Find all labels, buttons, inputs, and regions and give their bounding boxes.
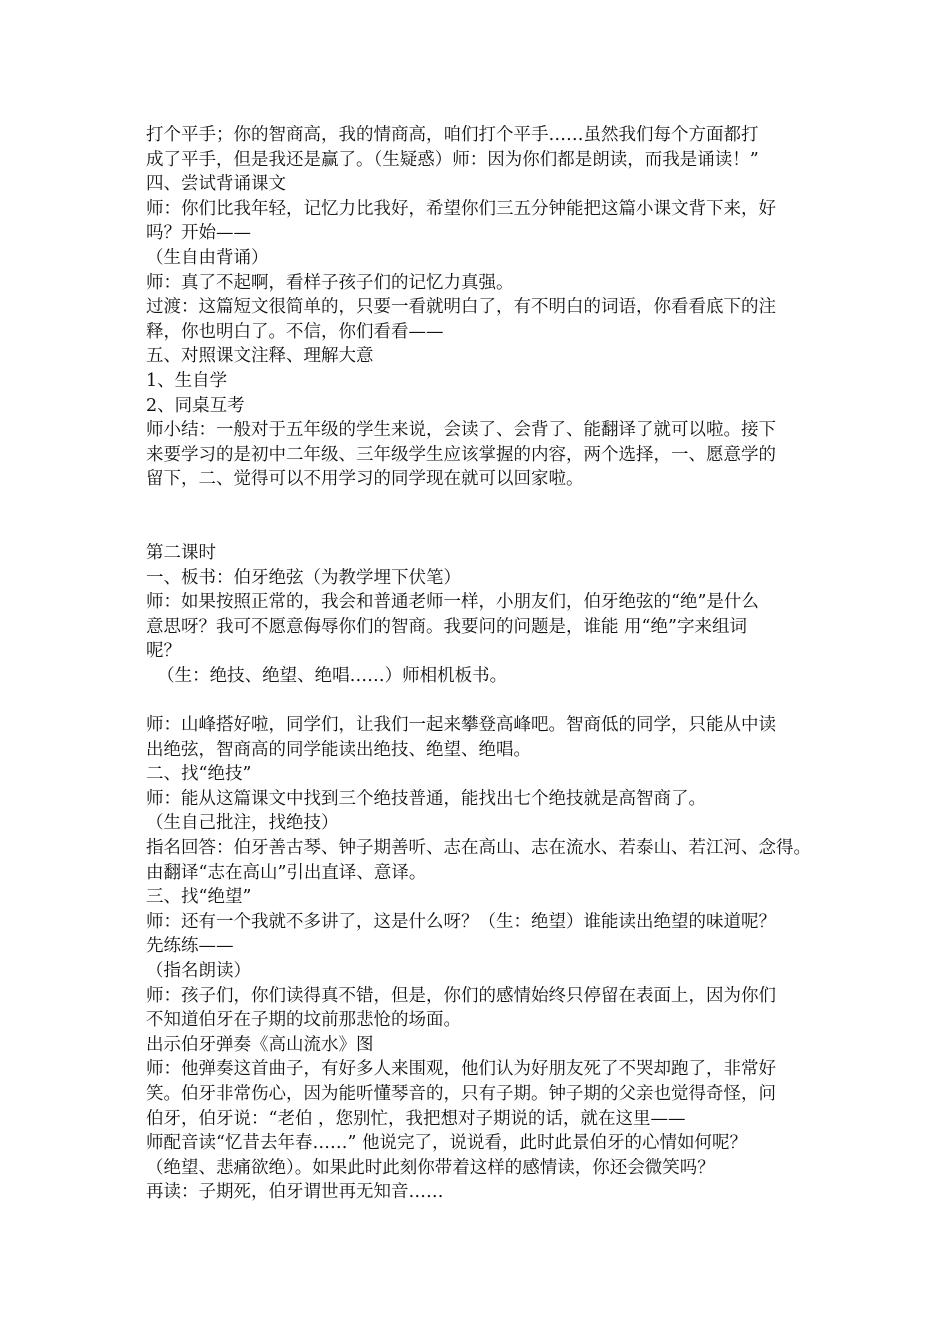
text-line: 师：如果按照正常的，我会和普通老师一样，小朋友们，伯牙绝弦的“绝”是什么 [146,592,759,613]
text-line: 师配音读“忆昔去年春……” 他说完了，说说看，此时此景伯牙的心情如何呢？ [146,1133,747,1154]
section-heading: 四、尝试背诵课文 [146,174,286,195]
text-line: 师小结：一般对于五年级的学生来说，会读了、会背了、能翻译了就可以啦。接下 [146,420,776,441]
text-line: 先练练—— [146,936,234,957]
text-line: 师：能从这篇课文中找到三个绝技普通，能找出七个绝技就是高智商了。 [146,788,706,809]
text-line: （指名朗读） [146,961,251,981]
section-heading: 二、找“绝技” [146,764,252,785]
text-line: 指名回答：伯牙善古琴、钟子期善听、志在高山、志在流水、若泰山、若江河、念得。 [146,838,811,859]
text-line: 过渡：这篇短文很简单的，只要一看就明白了，有不明白的词语，你看看底下的注 [146,297,776,318]
text-line: 伯牙，伯牙说：“老伯 ，您别忙，我把想对子期说的话，就在这里—— [146,1108,686,1129]
text-line: 1、生自学 [146,370,228,391]
text-line: （生：绝技、绝望、绝唱……）师相机板书。 [146,665,508,686]
text-line: 呢？ [146,641,181,662]
text-line: 打个平手；你的智商高，我的情商高，咱们打个平手……虽然我们每个方面都打 [146,125,759,145]
lesson-heading: 第二课时 [146,542,216,563]
text-line: （生自由背诵） [146,247,269,268]
text-line: 师：他弹奏这首曲子，有好多人来围观，他们认为好朋友死了不哭却跑了，非常好 [146,1059,776,1080]
text-line: 留下，二、觉得可以不用学习的同学现在就可以回家啦。 [146,469,584,490]
section-heading: 三、找“绝望” [146,887,252,908]
text-line: 出示伯牙弹奏《高山流水》图 [146,1034,374,1055]
text-line: 来要学习的是初中二年级、三年级学生应该掌握的内容，两个选择，一、愿意学的 [146,444,776,465]
text-line: 师：你们比我年轻，记忆力比我好，希望你们三五分钟能把这篇小课文背下来，好 [146,198,776,219]
section-heading: 五、对照课文注释、理解大意 [146,346,374,367]
text-line: 出绝弦，智商高的同学能读出绝技、绝望、绝唱。 [146,739,531,760]
text-line: 师：还有一个我就不多讲了，这是什么呀？（生：绝望）谁能读出绝望的味道呢？ [146,911,776,932]
spacer [146,688,826,713]
text-line: 师：真了不起啊，看样子孩子们的记忆力真强。 [146,272,514,293]
text-line: 再读：子期死，伯牙谓世再无知音…… [146,1182,444,1203]
section-part3 [146,713,826,1205]
text-line: 2、同桌互考 [146,395,245,416]
text-line: 成了平手，但是我还是赢了。（生疑惑）师：因为你们都是朗读，而我是诵读！” [146,149,759,170]
text-line: 吗？开始—— [146,223,251,244]
text-line: 不知道伯牙在子期的坟前那悲怆的场面。 [146,1010,461,1031]
text-line: （生自己批注，找绝技） [146,813,339,834]
text-line: 师：山峰搭好啦，同学们，让我们一起来攀登高峰吧。智商低的同学，只能从中读 [146,715,776,736]
text-line: 师：孩子们，你们读得真不错，但是，你们的感情始终只停留在表面上，因为你们 [146,985,776,1006]
spacer [146,492,826,541]
section-heading: 一、板书：伯牙绝弦（为教学埋下伏笔） [146,567,461,588]
text-line: 意思呀？我可不愿意侮辱你们的智商。我要问的问题是，谁能 用“绝”字来组词 [146,616,747,637]
section-part2 [146,541,826,689]
section-part1 [146,123,826,492]
document-body [146,123,826,1205]
text-line: 释，你也明白了。不信，你们看看—— [146,321,444,342]
text-line: （绝望、悲痛欲绝）。如果此时此刻你带着这样的感情读，你还会微笑吗？ [146,1157,715,1178]
text-line: 笑。伯牙非常伤心，因为能听懂琴音的，只有子期。钟子期的父亲也觉得奇怪，问 [146,1083,776,1104]
text-line: 由翻译“志在高山”引出直译、意译。 [146,862,427,883]
